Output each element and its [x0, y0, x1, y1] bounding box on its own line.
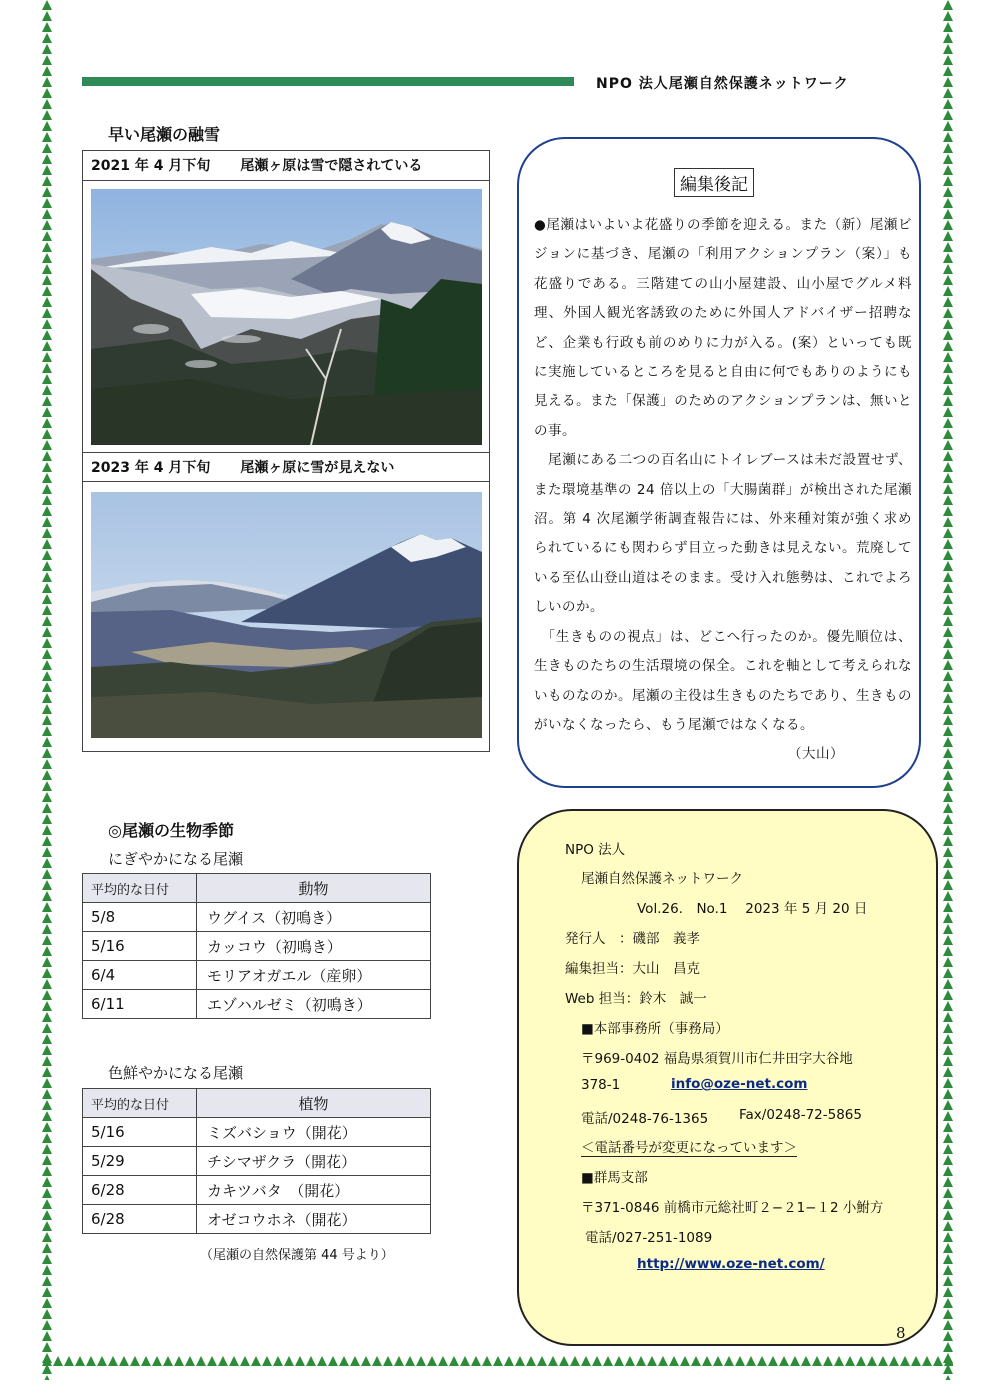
table-cell-date: 6/28 — [83, 1176, 197, 1205]
photo-2023-bare-valley — [91, 492, 482, 738]
afterword-body — [534, 211, 912, 770]
info-org-name: 尾瀬自然保護ネットワーク — [581, 871, 743, 887]
table-row — [83, 1205, 431, 1234]
page-number: 8 — [896, 1324, 906, 1342]
table-row — [83, 1176, 431, 1205]
table-cell-event: カッコウ（初鳴き） — [197, 932, 431, 961]
photo-desc-2021: 尾瀬ヶ原は雪で隠されている — [240, 158, 423, 174]
publication-info-box — [517, 809, 938, 1346]
table-cell-date: 5/29 — [83, 1147, 197, 1176]
table-row — [83, 1118, 431, 1147]
afterword-box — [517, 137, 921, 788]
tree-border-left — [42, 0, 52, 1380]
info-hq-fax: Fax/0248-72-5865 — [739, 1107, 862, 1123]
afterword-title: 編集後記 — [674, 168, 754, 197]
website-link[interactable]: http://www.oze-net.com/ — [637, 1256, 825, 1272]
info-editor: 編集担当：大山 昌克 — [565, 961, 700, 977]
snowmelt-title: 早い尾瀬の融雪 — [108, 125, 221, 144]
table-row — [83, 932, 431, 961]
info-publisher: 発行人 ：磯部 義孝 — [565, 931, 700, 947]
afterword-paragraph-1: ●尾瀬はいよいよ花盛りの季節を迎える。また（新）尾瀬ビジョンに基づき、尾瀬の「利用アクションプラン（案）」も花盛りである。三階建ての山小屋建設、山小屋でグルメ料理、外国人観光客誘致のために外国人アドバイザー招聘など、企業も行政も前のめりに力が入る。(案）といっても既に実施しているところを見ると自由に何でもありのようにも見える。また「保護」のためのアクションプランは、無いとの事。 — [534, 217, 912, 439]
photo-2021-snowy-valley — [91, 189, 482, 445]
afterword-paragraph-3: 「生きものの視点」は、どこへ行ったのか。優先順位は、生きものたちの生活環境の保全。これを軸として考えられないものなのか。尾瀬の主役は生きものたちであり、生きものがいなくなったら、もう尾瀬ではなくなる。 — [534, 628, 912, 733]
table-cell-date: 6/28 — [83, 1205, 197, 1234]
table-row — [83, 903, 431, 932]
table-cell-date: 6/11 — [83, 990, 197, 1019]
info-issue: Vol.26. No.1 2023 年 5 月 20 日 — [637, 901, 868, 917]
table-cell-date: 6/4 — [83, 961, 197, 990]
table-cell-event: エゾハルゼミ（初鳴き） — [197, 990, 431, 1019]
table-header-date: 平均的な日付 — [83, 874, 197, 903]
table-cell-date: 5/8 — [83, 903, 197, 932]
info-hq-address-2: 378-1 — [581, 1077, 621, 1093]
info-hq-address: 〒969-0402 福島県須賀川市仁井田字大谷地 — [581, 1051, 853, 1067]
plants-table — [82, 1088, 431, 1234]
table-header-date: 平均的な日付 — [83, 1089, 197, 1118]
table-header-row — [83, 874, 431, 903]
table-header-row — [83, 1089, 431, 1118]
table-row — [83, 1147, 431, 1176]
info-org-type: NPO 法人 — [565, 842, 626, 858]
table-cell-event: チシマザクラ（開花） — [197, 1147, 431, 1176]
table-cell-date: 5/16 — [83, 932, 197, 961]
animals-table — [82, 873, 431, 1019]
header-bar — [82, 77, 574, 86]
table-cell-event: モリアオガエル（産卵） — [197, 961, 431, 990]
afterword-signature: （大山） — [788, 746, 844, 763]
photo-caption-2021 — [83, 151, 489, 181]
table-cell-date: 5/16 — [83, 1118, 197, 1147]
table-cell-event: オゼコウホネ（開花） — [197, 1205, 431, 1234]
info-phone-notice: ＜電話番号が変更になっています＞ — [581, 1136, 797, 1157]
table-header-plant: 植物 — [197, 1089, 431, 1118]
info-web-manager: Web 担当：鈴木 誠一 — [565, 991, 707, 1007]
afterword-paragraph-2: 尾瀬にある二つの百名山にトイレブースは未だ設置せず、また環境基準の 24 倍以上の「大腸菌群」が検出された尾瀬沼。第 4 次尾瀬学術調査報告には、外来種対策が強く求められているにも関わらず目立った動きは見えない。荒廃している至仏山登山道はそのまま。受け入れ態勢は、これでよろしいのか。 — [534, 452, 912, 616]
tree-border-right — [943, 0, 953, 1380]
email-link[interactable]: info@oze-net.com — [671, 1076, 808, 1092]
header-org-name: NPO 法人尾瀬自然保護ネットワーク — [596, 76, 849, 92]
table-cell-event: ウグイス（初鳴き） — [197, 903, 431, 932]
snowmelt-photo-box — [82, 150, 490, 752]
animals-subtitle: にぎやかになる尾瀬 — [108, 850, 244, 868]
table-cell-event: ミズバショウ（開花） — [197, 1118, 431, 1147]
table-header-animal: 動物 — [197, 874, 431, 903]
photo-desc-2023: 尾瀬ヶ原に雪が見えない — [240, 460, 395, 476]
table-source-note: （尾瀬の自然保護第 44 号より） — [200, 1248, 394, 1263]
photo-date-2023: 2023 年 4 月下旬 — [91, 460, 211, 476]
info-branch-tel: 電話/027-251-1089 — [585, 1230, 713, 1246]
info-hq-tel: 電話/0248-76-1365 — [581, 1111, 709, 1127]
table-row — [83, 961, 431, 990]
info-hq-title: ■本部事務所（事務局） — [581, 1021, 729, 1037]
photo-caption-2023 — [83, 452, 489, 482]
table-cell-event: カキツバタ （開花） — [197, 1176, 431, 1205]
seasons-title: ◎尾瀬の生物季節 — [108, 821, 234, 840]
tree-border-bottom — [42, 1356, 953, 1366]
info-branch-address: 〒371-0846 前橋市元総社町２−２1−１2 小鮒方 — [581, 1200, 884, 1216]
plants-subtitle: 色鮮やかになる尾瀬 — [108, 1064, 244, 1082]
info-branch-title: ■群馬支部 — [581, 1170, 648, 1186]
table-row — [83, 990, 431, 1019]
photo-date-2021: 2021 年 4 月下旬 — [91, 158, 211, 174]
